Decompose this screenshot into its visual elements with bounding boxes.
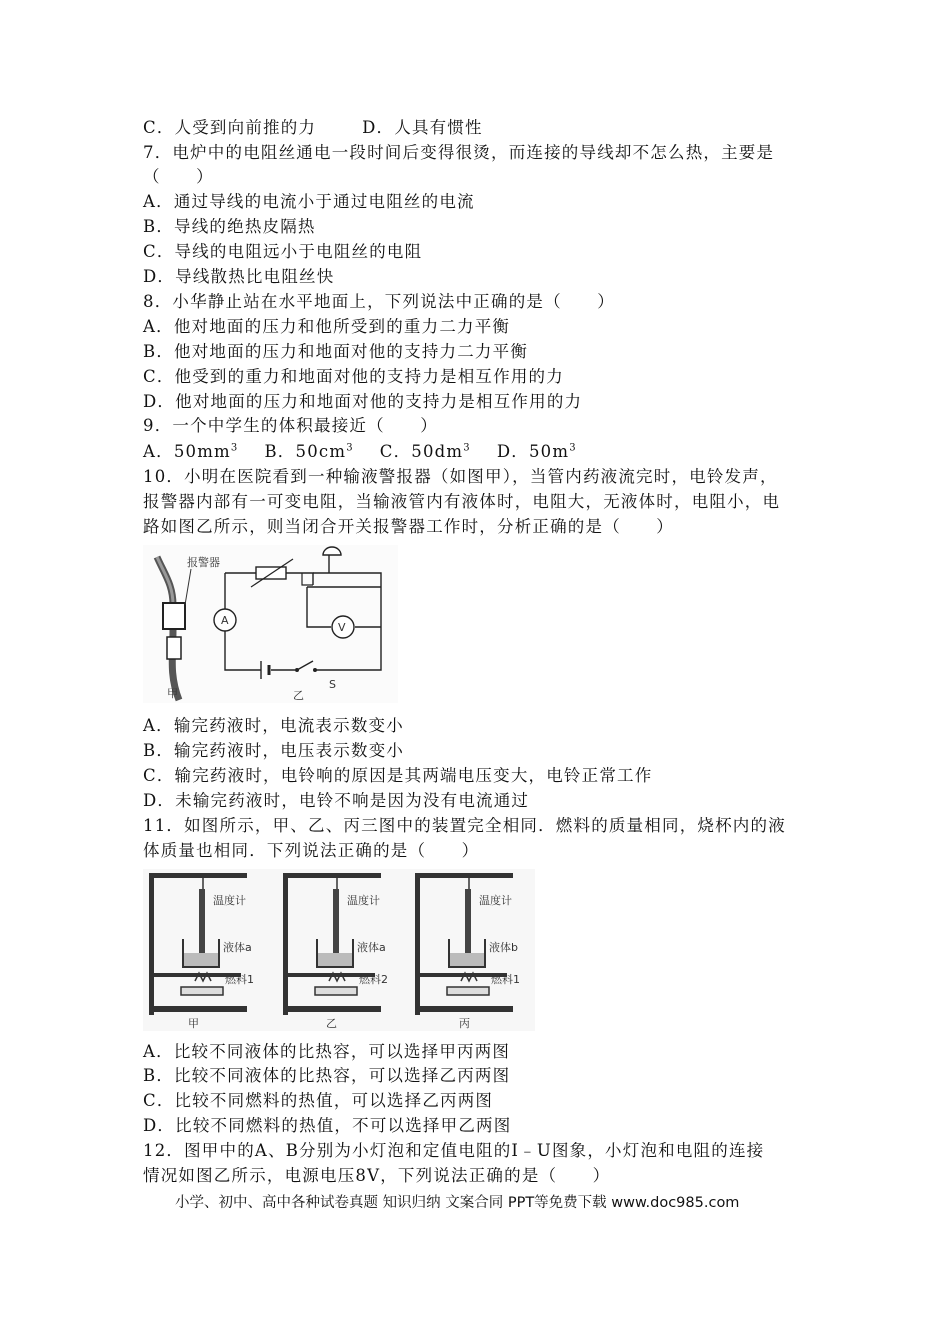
- liquid-label-yi: 液体a: [357, 941, 386, 954]
- q7-stem-bracket: （ ）: [143, 167, 214, 186]
- drip-chamber: [167, 637, 181, 659]
- q11-apparatus-figure: [143, 869, 535, 1031]
- thermometer-icon: [333, 889, 339, 959]
- q6-option-c: C．人受到向前推的力: [143, 118, 317, 137]
- q9-options: [143, 440, 577, 464]
- q10-option-c: C．输完药液时，电铃响的原因是其两端电压变大，电铃正常工作: [143, 766, 653, 785]
- q7-option-d: D．导线散热比电阻丝快: [143, 267, 335, 286]
- q10-option-b: B．输完药液时，电压表示数变小: [143, 741, 405, 760]
- q10-stem-line3: 路如图乙所示，则当闭合开关报警器工作时，分析正确的是（ ）: [143, 517, 674, 536]
- thermo-label-jia: 温度计: [213, 894, 246, 907]
- q9-option-d: D．$50m^3$: [496, 442, 577, 461]
- fuel-label-bing: 燃料1: [491, 973, 520, 986]
- yi-label: 乙: [293, 689, 304, 702]
- q8-option-b: B．他对地面的压力和地面对他的支持力二力平衡: [143, 342, 529, 361]
- svg-text:A: A: [221, 614, 229, 627]
- q6-options-cd: [143, 116, 483, 140]
- fuel-label-yi: 燃料2: [359, 973, 388, 986]
- jia-label: 甲: [167, 687, 178, 700]
- liquid-label-jia: 液体a: [223, 941, 252, 954]
- svg-text:V: V: [338, 621, 346, 634]
- liquid-label-bing: 液体b: [489, 941, 518, 954]
- alarm-device: [163, 603, 185, 629]
- q10-option-d: D．未输完药液时，电铃不响是因为没有电流通过: [143, 791, 530, 810]
- q7-stem: 7．电炉中的电阻丝通电一段时间后变得很烫，而连接的导线却不怎么热，主要是: [143, 143, 775, 162]
- caption-jia: 甲: [188, 1017, 199, 1030]
- caption-bing: 丙: [459, 1017, 470, 1030]
- q11-stem-line1: 11．如图所示，甲、乙、丙三图中的装置完全相同．燃料的质量相同，烧杯内的液: [143, 816, 786, 835]
- q11-option-d: D．比较不同燃料的热值，不可以选择甲乙两图: [143, 1116, 512, 1135]
- thermo-label-yi: 温度计: [347, 894, 380, 907]
- q10-circuit-figure: [143, 545, 398, 703]
- q9-option-b: B．$50cm^3$: [264, 442, 354, 461]
- q8-option-c: C．他受到的重力和地面对他的支持力是相互作用的力: [143, 367, 564, 386]
- thermometer-icon: [465, 889, 471, 959]
- q8-option-a: A．他对地面的压力和他所受到的重力二力平衡: [143, 317, 511, 336]
- q10-stem-line2: 报警器内部有一可变电阻，当输液管内有液体时，电阻大，无液体时，电阻小，电: [143, 492, 781, 511]
- q12-stem-line2: 情况如图乙所示，电源电压8V，下列说法正确的是（ ）: [143, 1166, 611, 1185]
- thermometer-icon: [199, 889, 205, 959]
- q12-stem-line1: 12．图甲中的A、B分别为小灯泡和定值电阻的I﹣U图象，小灯泡和电阻的连接: [143, 1141, 765, 1160]
- q9-option-c: C．$50dm^3$: [379, 442, 471, 461]
- q8-option-d: D．他对地面的压力和地面对他的支持力是相互作用的力: [143, 392, 583, 411]
- switch-label: S: [329, 678, 336, 691]
- q9-stem: 9．一个中学生的体积最接近（ ）: [143, 416, 438, 435]
- page-footer: 小学、初中、高中各种试卷真题 知识归纳 文案合同 PPT等免费下载 www.doc985.com: [175, 1195, 740, 1211]
- q9-option-a: A．$50mm^3$: [143, 442, 239, 461]
- q11-option-c: C．比较不同燃料的热值，可以选择乙丙两图: [143, 1091, 494, 1110]
- caption-yi: 乙: [326, 1017, 337, 1030]
- q10-stem-line1: 10．小明在医院看到一种输液警报器（如图甲），当管内药液流完时，电铃发声，: [143, 467, 778, 486]
- q11-stem-line2: 体质量也相同．下列说法正确的是（ ）: [143, 841, 480, 860]
- q11-option-a: A．比较不同液体的比热容，可以选择甲丙两图: [143, 1042, 511, 1061]
- q6-option-d: D．人具有惯性: [362, 118, 483, 137]
- q8-stem: 8．小华静止站在水平地面上，下列说法中正确的是（ ）: [143, 292, 615, 311]
- q7-option-c: C．导线的电阻远小于电阻丝的电阻: [143, 242, 423, 261]
- q11-option-b: B．比较不同液体的比热容，可以选择乙丙两图: [143, 1066, 511, 1085]
- thermo-label-bing: 温度计: [479, 894, 512, 907]
- q7-option-b: B．导线的绝热皮隔热: [143, 217, 316, 236]
- fuel-label-jia: 燃料1: [225, 973, 254, 986]
- q10-option-a: A．输完药液时，电流表示数变小: [143, 716, 404, 735]
- q7-option-a: A．通过导线的电流小于通过电阻丝的电流: [143, 192, 475, 211]
- alarm-label: 报警器: [187, 556, 220, 569]
